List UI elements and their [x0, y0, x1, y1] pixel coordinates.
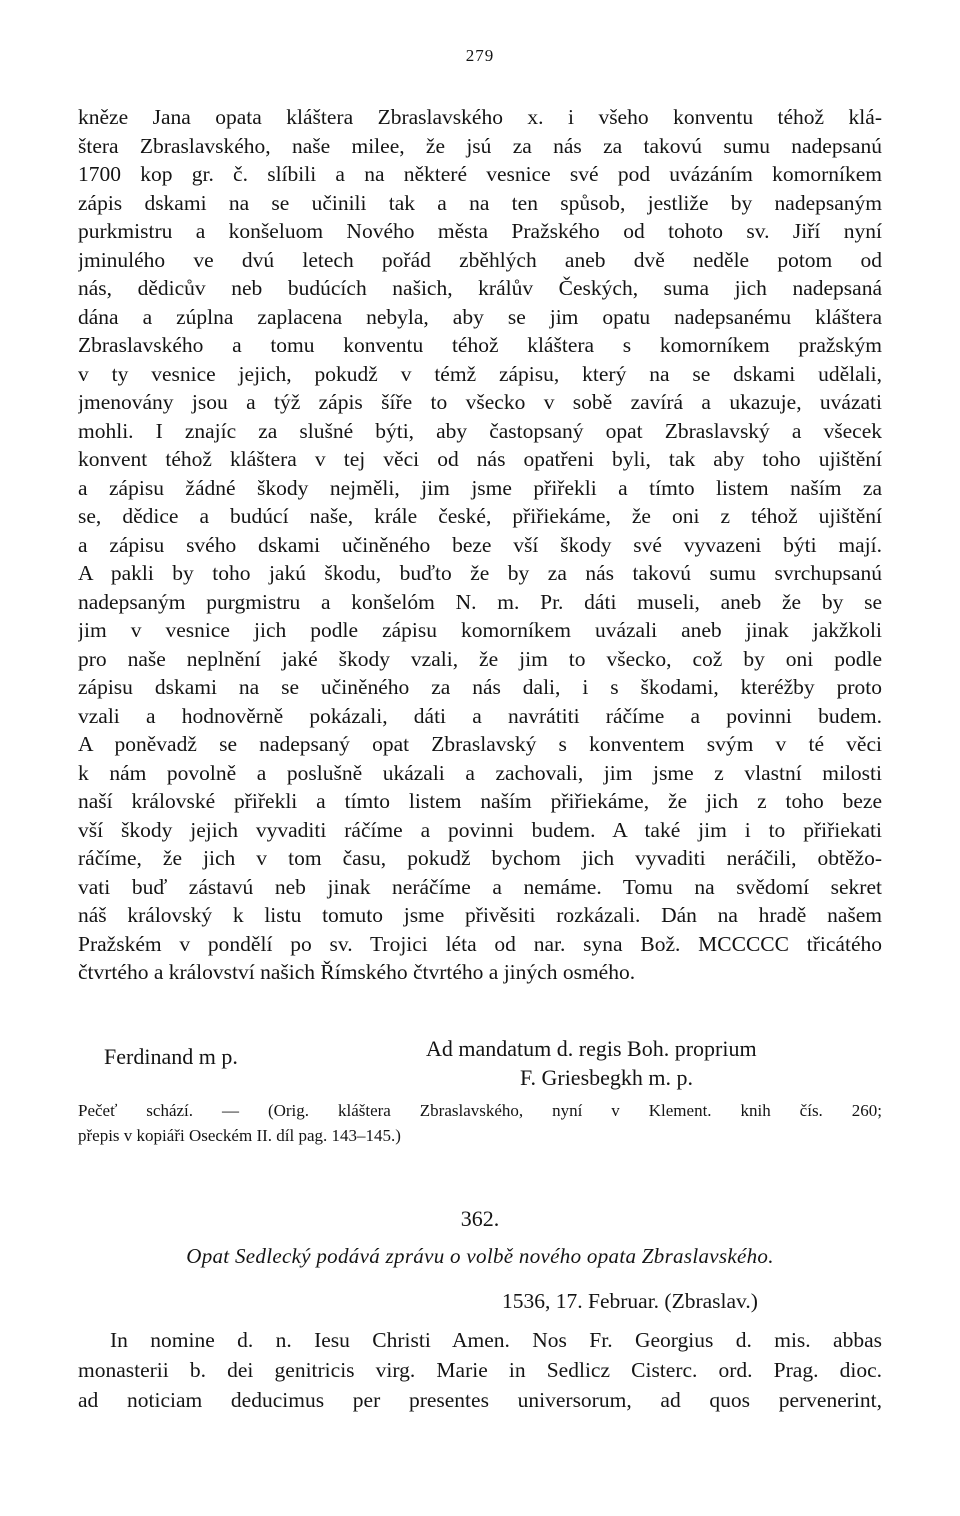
text-line: vzali a hodnověrně pokázali, dáti a navrátiti ráčíme a povinni budem.	[78, 703, 882, 728]
signature-king: Ferdinand m p.	[104, 1044, 238, 1069]
text-line: nadepsaným purgmistru a konšelóm N. m. Pr. dáti museli, aneb že by se	[78, 589, 882, 614]
note-line: Pečeť schází. — (Orig. kláštera Zbraslavského, nyní v Klement. knih čís. 260;	[78, 1101, 882, 1120]
text-line: A pakli by toho jakú škodu, buďto že by za nás takovú sumu svrchupsanú	[78, 561, 882, 585]
text-line: kněze Jana opata kláštera Zbraslavského x. i všeho konventu téhož klá-	[78, 105, 882, 129]
text-line: a zápisu svého dskami učiněného beze vší škody své vyvazeni býti mají.	[78, 532, 882, 557]
text-line: jim v vesnice jich podle zápisu komorníkem uvázali aneb jinak jakžkoli	[78, 618, 882, 642]
text-line: 1700 kop gr. č. slíbili a na některé vesnice své pod uvázáním komorníkem	[78, 162, 882, 186]
text-line: mohli. I znajíc za slušné býti, aby častopsaný opat Zbraslavský a všecek	[78, 418, 882, 443]
text-line: náš královský k listu tomuto jsme přivěsiti rozkázali. Dán na hradě našem	[78, 903, 882, 927]
text-line: nás, dědicův neb budúcích našich, králův Českých, suma jich nadepsaná	[78, 276, 882, 300]
text-line: čtvrtého a království našich Římského čtvrtého a jiných osmého.	[78, 960, 636, 984]
text-line: Pražském v pondělí po sv. Trojici léta od nar. syna Bož. MCCCCC třicátého	[78, 931, 882, 956]
latin-line: ad noticiam deducimus per presentes universorum, ad quos pervenerint,	[78, 1388, 882, 1412]
text-line: se, dědice a budúcí naše, krále české, přiřiekáme, že oni z téhož ujištění	[78, 504, 882, 528]
text-line: a zápisu žádné škody nejměli, jim jsme přiřekli a tímto listem naším za	[78, 475, 882, 500]
latin-text-block	[78, 1325, 882, 1415]
text-line: naší královské přiřekli a tímto listem naším přiřiekáme, že jich z toho beze	[78, 789, 882, 813]
text-line: k nám povolně a poslušně ukázali a zachovali, jim jsme z vlastní milosti	[78, 760, 882, 785]
page-number: 279	[465, 46, 495, 65]
text-line: dána a zúplna zaplacena nebyla, aby se jim opatu nadepsanému kláštera	[78, 304, 882, 329]
text-line: vší škody jejich vyvaditi ráčíme a povinni budem. A také jim i to přiřiekati	[78, 817, 882, 842]
text-line: zápisu dskami na se učiněného za nás dali, i s škodami, kteréžby proto	[78, 675, 882, 699]
text-line: štera Zbraslavského, naše milee, že jsú za nás za takovú sumu nadepsanú	[78, 133, 882, 158]
text-line: vati buď zástavú neb jinak neráčíme a nemáme. Tomu na svědomí sekret	[78, 874, 882, 899]
text-line: purkmistru a konšeluom Nového města Pražského od tohoto sv. Jiří nyní	[78, 219, 882, 243]
text-line: jminulého ve dvú letech pořád zběhlých aneb dvě neděle potom od	[78, 247, 882, 272]
document-date: 1536, 17. Februar. (Zbraslav.)	[502, 1289, 758, 1313]
main-text-block	[78, 103, 882, 987]
text-line: zápis dskami na se učinili tak a na ten spůsob, jestliže by nadepsaným	[78, 190, 882, 215]
signature-secretary-line-1: Ad mandatum d. regis Boh. proprium	[426, 1036, 757, 1061]
latin-line: monasterii b. dei genitricis virg. Marie in Sedlicz Cisterc. ord. Prag. dioc.	[78, 1358, 882, 1382]
text-line: konvent téhož kláštera v tej věci od nás opatřeni byli, tak aby toho ujištění	[78, 447, 882, 471]
text-line: Zbraslavského a tomu konventu téhož kláštera s komorníkem pražským	[78, 333, 882, 357]
text-line: pro naše neplnění jaké škody vzali, že jim to všecko, což by oni podle	[78, 646, 882, 671]
text-line: ráčíme, že jich v tom času, pokudž bychom jich vyvaditi neráčili, obtěžo-	[78, 846, 882, 870]
text-line: jmenovány jsou a týž zápis šíře to všecko v sobě zavírá a ukazuje, uvázati	[78, 390, 882, 414]
document-title: Opat Sedlecký podává zprávu o volbě nového opata Zbraslavského.	[186, 1244, 774, 1268]
latin-line: In nomine d. n. Iesu Christi Amen. Nos Fr. Georgius d. mis. abbas	[110, 1328, 882, 1352]
text-line: v ty vesnice jejich, pokudž v témž zápisu, který na se dskami udělali,	[78, 361, 882, 386]
text-line: A poněvadž se nadepsaný opat Zbraslavský s konventem svým v té věci	[78, 732, 882, 756]
source-note	[78, 1098, 882, 1148]
signature-secretary-line-2: F. Griesbegkh m. p.	[520, 1065, 694, 1090]
signature-secretary	[426, 1034, 757, 1092]
document-number: 362.	[460, 1206, 500, 1231]
note-line: přepis v kopiáři Oseckém II. díl pag. 143–145.)	[78, 1126, 401, 1145]
